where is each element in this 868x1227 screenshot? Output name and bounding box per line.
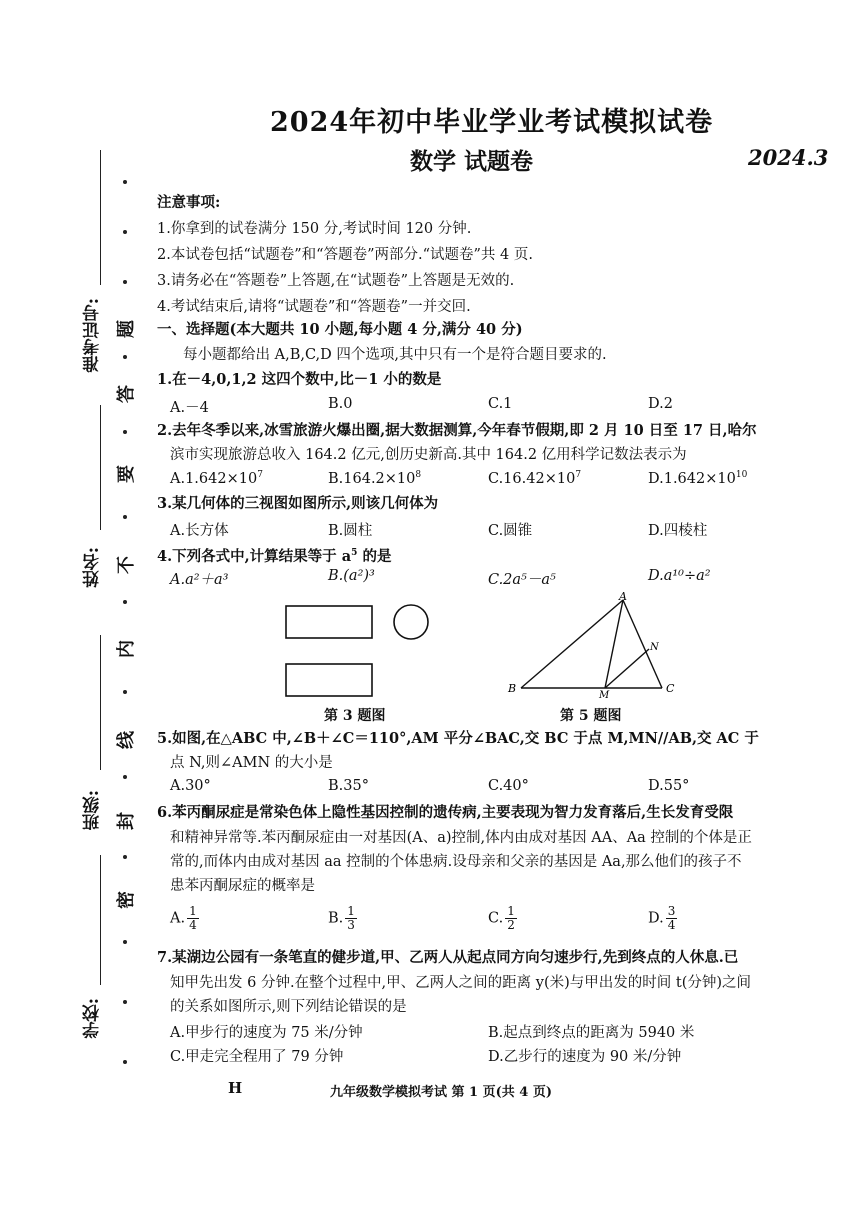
notes-heading: 注意事项:: [157, 194, 221, 211]
seal-word-2: 答: [116, 385, 137, 403]
seal-dot: [123, 230, 127, 234]
name-line[interactable]: [100, 405, 101, 530]
q6-stem-line2: 和精神异常等.苯丙酮尿症由一对基因(A、a)控制,体内由成对基因 AA、Aa 控制的个体是正: [170, 830, 752, 846]
footer-page-info: 九年级数学模拟考试 第 1 页(共 4 页): [330, 1085, 553, 1100]
q5-option-c: C.40°: [488, 778, 529, 794]
seal-word-7: 封: [116, 812, 137, 830]
exam-date: 2024.3: [748, 145, 829, 170]
seal-dot: [123, 515, 127, 519]
q6-option-c: C. $\frac{1}{2}$: [488, 904, 515, 932]
q6-option-b: B. $\frac{1}{3}$: [328, 904, 355, 932]
seal-word-1: 题: [116, 320, 137, 338]
q6-stem-line1: 6.苯丙酮尿症是常染色体上隐性基因控制的遗传病,主要表现为智力发育落后,生长发育受限: [157, 804, 734, 821]
seal-dot: [123, 940, 127, 944]
class-line[interactable]: [100, 635, 101, 770]
q3-option-c: C.圆锥: [488, 523, 533, 539]
q5-option-a: A.30°: [170, 778, 211, 794]
q5-stem-line1: 5.如图,在△ABC 中,∠B＋∠C＝110°,AM 平分∠BAC,交 BC 于点 M,MN//AB,交 AC 于: [157, 730, 759, 747]
q3-stem: 3.某几何体的三视图如图所示,则该几何体为: [157, 495, 439, 512]
name-label: 姓名:: [83, 547, 103, 588]
q1-option-c: C.1: [488, 396, 513, 412]
seal-dot: [123, 775, 127, 779]
notes-item-4: 4.考试结束后,请将“试题卷”和“答题卷”一并交回.: [157, 299, 471, 315]
q3-option-d: D.四棱柱: [648, 523, 708, 539]
school-line[interactable]: [100, 855, 101, 985]
point-n-label: N: [650, 642, 659, 653]
side-view-rectangle: [286, 664, 372, 696]
q5-option-d: D.55°: [648, 778, 690, 794]
section1-instruction: 每小题都给出 A,B,C,D 四个选项,其中只有一个是符合题目要求的.: [183, 347, 607, 363]
seal-word-6: 线: [116, 731, 137, 749]
front-view-rectangle: [286, 606, 372, 638]
q3-option-a: A.长方体: [170, 523, 229, 539]
figure-5-caption: 第 5 题图: [560, 708, 622, 724]
q7-option-d: D.乙步行的速度为 90 米/分钟: [488, 1049, 682, 1065]
seal-dot: [123, 280, 127, 284]
q1-option-b: B.0: [328, 396, 353, 412]
seal-dot: [123, 355, 127, 359]
exam-id-label: 准考证号:: [83, 298, 103, 373]
seal-word-5: 内: [116, 640, 137, 658]
q5-stem-line2: 点 N,则∠AMN 的大小是: [170, 755, 333, 771]
q7-stem-line3: 的关系如图所示,则下列结论错误的是: [170, 999, 407, 1015]
page-title: 2024年初中毕业学业考试模拟试卷: [270, 107, 714, 138]
seal-dot: [123, 430, 127, 434]
page-subtitle: 数学 试题卷: [410, 148, 534, 175]
top-view-circle: [394, 605, 428, 639]
q4-option-a: A.a²＋a³: [170, 572, 229, 588]
seal-dot: [123, 1060, 127, 1064]
notes-item-2: 2.本试卷包括“试题卷”和“答题卷”两部分.“试题卷”共 4 页.: [157, 247, 533, 263]
seal-dot: [123, 855, 127, 859]
q4-option-b: B.(a²)³: [328, 568, 375, 584]
q2-stem-line1: 2.去年冬季以来,冰雪旅游火爆出圈,据大数据测算,今年春节假期,即 2 月 10 日至 17 日,哈尔: [157, 422, 757, 439]
q5-option-b: B.35°: [328, 778, 369, 794]
figure-3-three-views: [280, 598, 440, 703]
q1-option-a: A.－4: [170, 400, 209, 416]
q2-option-c: $C.16.42\times 10^7$: [488, 470, 582, 487]
q3-option-b: B.圆柱: [328, 523, 373, 539]
seal-dot: [123, 600, 127, 604]
notes-item-3: 3.请务必在“答题卷”上答题,在“试题卷”上答题是无效的.: [157, 273, 515, 289]
q7-option-a: A.甲步行的速度为 75 米/分钟: [170, 1025, 363, 1041]
q7-option-b: B.起点到终点的距离为 5940 米: [488, 1025, 695, 1041]
q6-option-d: D. $\frac{3}{4}$: [648, 904, 676, 932]
q1-option-d: D.2: [648, 396, 673, 412]
seal-word-8: 密: [116, 891, 137, 909]
q2-option-d: $D.1.642\times 10^{10}$: [648, 470, 748, 487]
q4-option-d: D.a¹⁰÷a²: [648, 568, 711, 584]
section1-heading: 一、选择题(本大题共 10 小题,每小题 4 分,满分 40 分): [157, 321, 523, 338]
q7-stem-line2: 知甲先出发 6 分钟.在整个过程中,甲、乙两人之间的距离 y(米)与甲出发的时间 t(分钟)之间: [170, 975, 752, 991]
q2-option-a: $A.1.642\times 10^7$: [170, 470, 263, 487]
q7-option-c: C.甲走完全程用了 79 分钟: [170, 1049, 344, 1065]
vertex-b-label: B: [508, 682, 517, 695]
seal-word-3: 要: [116, 465, 137, 483]
q2-option-b: $B.164.2\times 10^8$: [328, 470, 422, 487]
seal-dot: [123, 690, 127, 694]
footer-code: H: [228, 1079, 243, 1097]
q4-stem: 4.下列各式中,计算结果等于 $a^5$ 的是: [157, 547, 392, 565]
seal-dot: [123, 1000, 127, 1004]
q4-option-c: C.2a⁵－a⁵: [488, 572, 556, 588]
q6-stem-line3: 常的,而体内由成对基因 aa 控制的个体患病.设母亲和父亲的基因是 Aa,那么他们的孩子不: [170, 854, 742, 870]
figure-5-triangle: [505, 590, 685, 700]
vertex-a-label: A: [619, 590, 627, 603]
seal-dot: [123, 180, 127, 184]
exam-id-line[interactable]: [100, 150, 101, 285]
school-label: 学校:: [83, 998, 103, 1039]
notes-item-1: 1.你拿到的试卷满分 150 分,考试时间 120 分钟.: [157, 221, 472, 237]
figure-3-caption: 第 3 题图: [324, 708, 386, 724]
seal-word-4: 不: [116, 556, 137, 574]
vertex-c-label: C: [666, 682, 675, 695]
q7-stem-line1: 7.某湖边公园有一条笔直的健步道,甲、乙两人从起点同方向匀速步行,先到终点的人休息.已: [157, 949, 739, 966]
class-label: 班级:: [83, 790, 103, 831]
q6-stem-line4: 患苯丙酮尿症的概率是: [170, 878, 315, 894]
q2-stem-line2: 滨市实现旅游总收入 164.2 亿元,创历史新高.其中 164.2 亿用科学记数法表示为: [170, 447, 687, 463]
q6-option-a: A. $\frac{1}{4}$: [170, 904, 197, 932]
q1-stem: 1.在－4,0,1,2 这四个数中,比－1 小的数是: [157, 371, 442, 388]
point-m-label: M: [599, 690, 610, 700]
